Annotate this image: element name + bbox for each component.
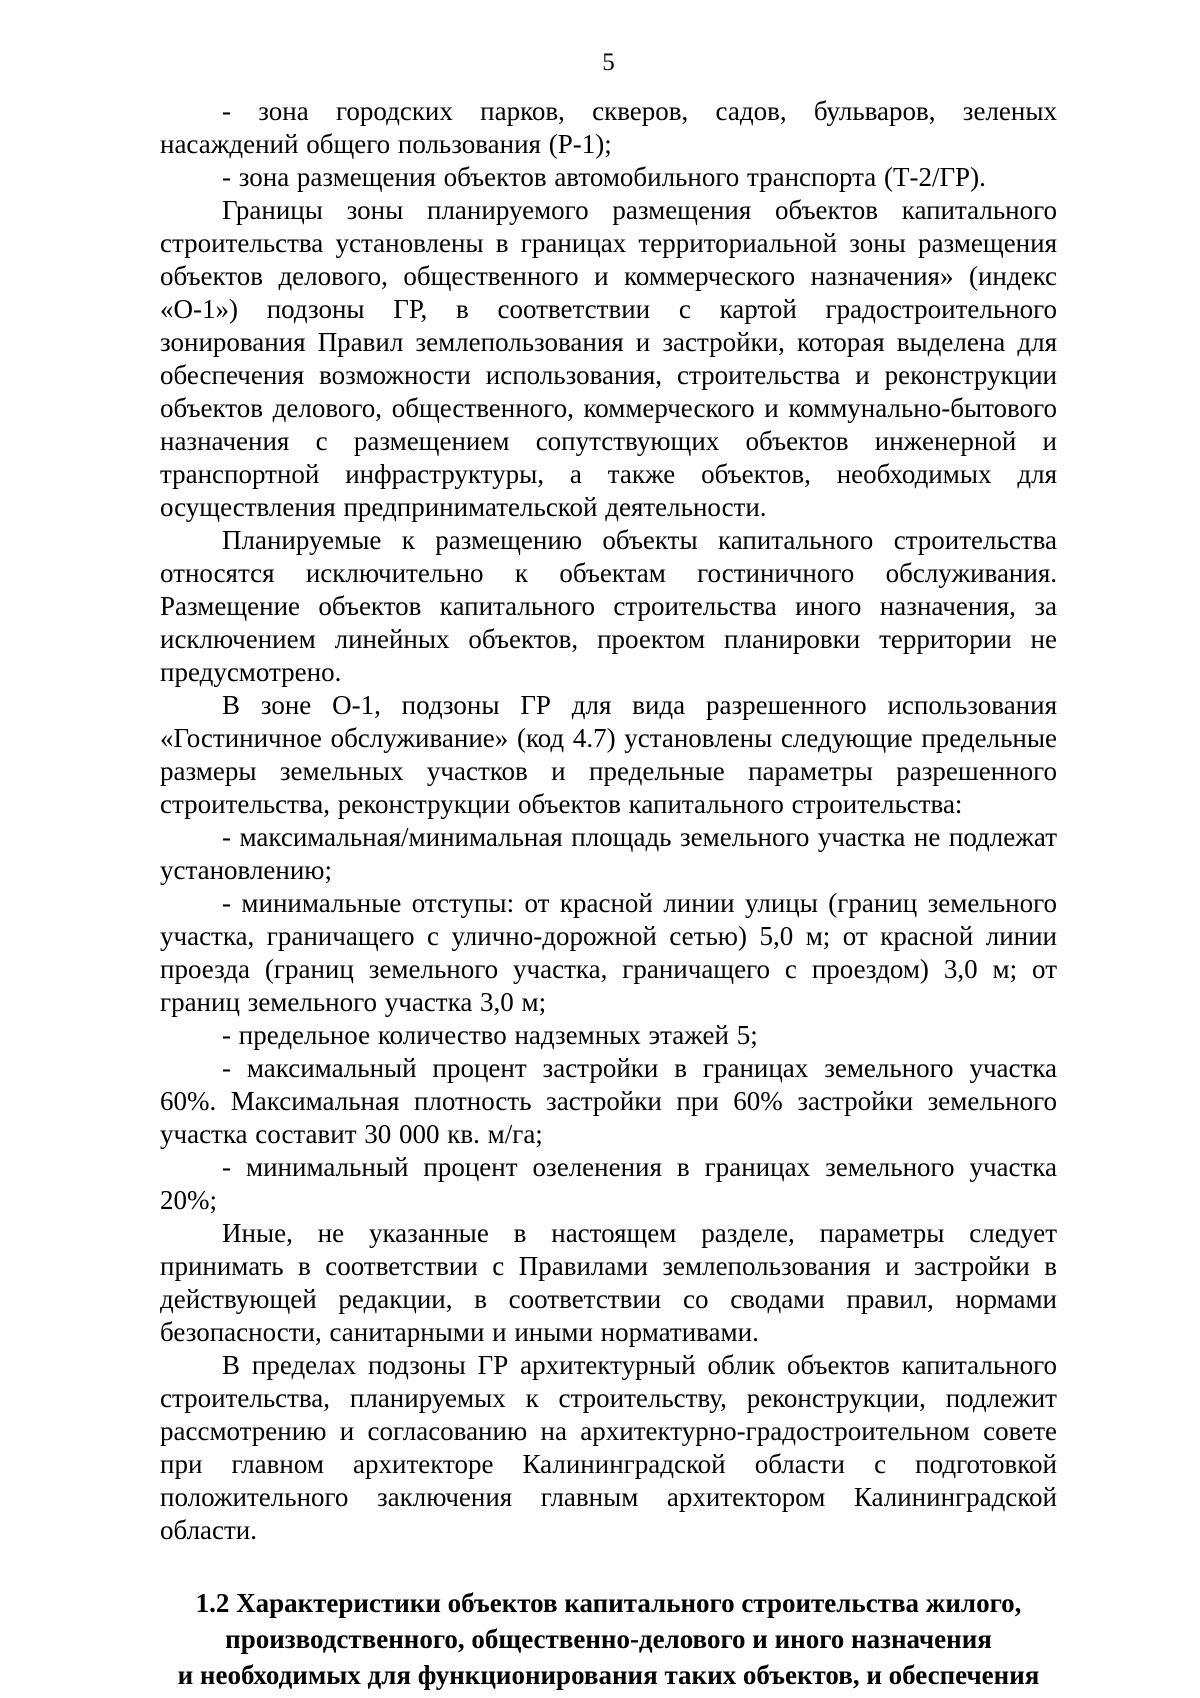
page-number: 5 — [602, 49, 615, 76]
paragraph: Иные, не указанные в настоящем разделе, параметры следует принимать в соответствии с Правилами землепользования и застройки в действующей редакции, в соответствии со сводами правил, нормами безопасности, санитарными и иными нормативами. — [160, 1218, 1057, 1347]
document-body — [160, 95, 1057, 1547]
heading-line: и необходимых для функционирования таких объектов, и обеспечения — [177, 1660, 1040, 1690]
paragraph: Границы зоны планируемого размещения объектов капитального строительства установлены в границах территориальной зоны размещения объектов делового, общественного и коммерческого назначения» (индекс «О-1») подзоны ГР, в соответствии с картой градостроительного зонирования Правил землепользования и застройки, которая выделена для обеспечения возможности использования, строительства и реконструкции объектов делового, общественного, коммерческого и коммунально-бытового назначения с размещением сопутствующих объектов инженерной и транспортной инфраструктуры, а также объектов, необходимых для осуществления предпринимательской деятельности. — [160, 195, 1057, 522]
paragraph: - зона городских парков, скверов, садов, бульваров, зеленых насаждений общего пользования (Р-1); — [160, 96, 1057, 159]
heading-line: 1.2 Характеристики объектов капитального строительства жилого, — [195, 1588, 1022, 1618]
paragraph: - зона размещения объектов автомобильного транспорта (Т-2/ГР). — [222, 162, 986, 192]
paragraph: Планируемые к размещению объекты капитального строительства относятся исключительно к объектам гостиничного обслуживания. Размещение объектов капитального строительства иного назначения, за исключением линейных объектов, проектом планировки территории не предусмотрено. — [160, 525, 1057, 687]
paragraph: В пределах подзоны ГР архитектурный облик объектов капитального строительства, планируемых к строительству, реконструкции, подлежит рассмотрению и согласованию на архитектурно-градостроительном совете при главном архитекторе Калининградской области с подготовкой положительного заключения главным архитектором Калининградской области. — [160, 1350, 1057, 1545]
paragraph: - максимальный процент застройки в границах земельного участка 60%. Максимальная плотность застройки при 60% застройки земельного участка составит 30 000 кв. м/га; — [160, 1053, 1057, 1149]
section-heading — [160, 1585, 1057, 1693]
paragraph: - минимальные отступы: от красной линии улицы (границ земельного участка, граничащего с улично-дорожной сетью) 5,0 м; от красной линии проезда (границ земельного участка, граничащего с проездом) 3,0 м; от границ земельного участка 3,0 м; — [160, 888, 1057, 1017]
heading-line: производственного, общественно-делового и иного назначения — [225, 1624, 992, 1654]
paragraph: - предельное количество надземных этажей 5; — [222, 1020, 758, 1050]
paragraph: - максимальная/минимальная площадь земельного участка не подлежат установлению; — [160, 822, 1057, 885]
paragraph: - минимальный процент озеленения в границах земельного участка 20%; — [160, 1152, 1057, 1215]
paragraph: В зоне О-1, подзоны ГР для вида разрешенного использования «Гостиничное обслуживание» (код 4.7) установлены следующие предельные размеры земельных участков и предельные параметры разрешенного строительства, реконструкции объектов капитального строительства: — [160, 690, 1057, 819]
